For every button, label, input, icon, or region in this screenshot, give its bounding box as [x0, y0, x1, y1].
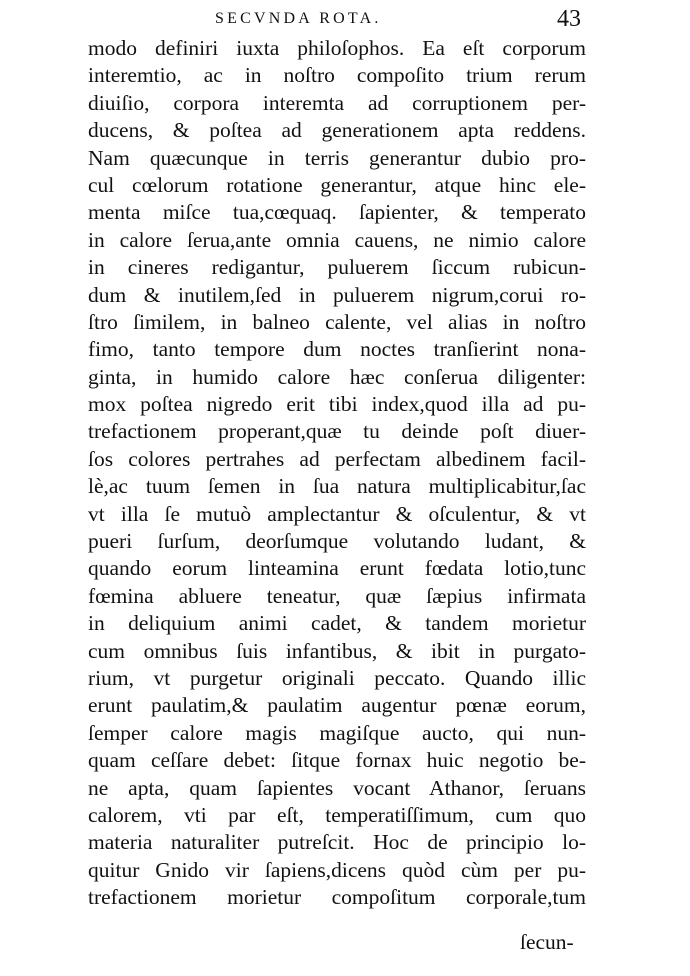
- catchword: ſecun-: [520, 930, 574, 954]
- text-line-18: vt illa ſe mutuò amplectantur & oſculentur, & vt: [88, 501, 586, 526]
- text-line-10: dum & inutilem,ſed in puluerem nigrum,corui ro-: [88, 282, 586, 307]
- text-line-24: rium, vt purgetur originali peccato. Quando illic: [88, 665, 586, 690]
- text-line-2: interemtio, ac in noſtro compoſito trium rerum: [88, 63, 586, 88]
- text-line-7: menta miſce tua,cœquaq. ſapienter, & temperato: [88, 200, 586, 225]
- text-line-20: quando eorum linteamina erunt fœdata lotio,tunc: [88, 556, 586, 581]
- text-line-5: Nam quæcunque in terris generantur dubio pro-: [88, 145, 586, 170]
- body-text: [88, 35, 586, 912]
- text-line-19: pueri ſurſum, deorſumque volutando ludant, &: [88, 529, 586, 554]
- text-line-22: in deliquium animi cadet, & tandem morietur: [88, 611, 586, 636]
- text-line-25: erunt paulatim,& paulatim augentur pœnæ eorum,: [88, 693, 586, 718]
- text-line-12: fimo, tanto tempore dum noctes tranſierint nona-: [88, 337, 586, 362]
- text-line-8: in calore ſerua,ante omnia cauens, ne nimio calore: [88, 227, 586, 252]
- text-line-23: cum omnibus ſuis infantibus, & ibit in purgato-: [88, 638, 586, 663]
- text-line-21: fœmina abluere teneatur, quæ ſæpius infirmata: [88, 583, 586, 608]
- running-head: [0, 6, 690, 36]
- text-line-1: modo definiri iuxta philoſophos. Ea eſt corporum: [88, 36, 586, 60]
- text-line-28: ne apta, quam ſapientes vocant Athanor, ſeruans: [88, 775, 586, 800]
- text-line-13: ginta, in humido calore hæc conſerua diligenter:: [88, 364, 586, 389]
- text-line-6: cul cœlorum rotatione generantur, atque hinc ele-: [88, 172, 586, 197]
- text-line-16: ſos colores pertrahes ad perfectam albedinem facil-: [88, 446, 586, 471]
- text-line-29: calorem, vti par eſt, temperatiſſimum, cum quo: [88, 802, 586, 827]
- text-line-27: quam ceſſare debet: ſitque fornax huic negotio be-: [88, 748, 586, 773]
- text-line-17: lè,ac tuum ſemen in ſua natura multiplicabitur,ſac: [88, 474, 586, 499]
- text-line-14: mox poſtea nigredo erit tibi index,quod illa ad pu-: [88, 392, 586, 417]
- running-title: SECVNDA ROTA.: [215, 10, 382, 27]
- text-line-31: quitur Gnido vir ſapiens,dicens quòd cùm per pu-: [88, 857, 586, 882]
- text-line-32: trefactionem morietur compoſitum corporale,tum: [88, 885, 586, 910]
- text-line-4: ducens, & poſtea ad generationem apta reddens.: [88, 118, 586, 143]
- text-line-30: materia naturaliter putreſcit. Hoc de principio lo-: [88, 830, 586, 855]
- page-number: 43: [557, 6, 581, 32]
- text-line-11: ſtro ſimilem, in balneo calente, vel alias in noſtro: [88, 309, 586, 334]
- text-line-15: trefactionem properant,quæ tu deinde poſt diuer-: [88, 419, 586, 444]
- text-line-9: in cineres redigantur, puluerem ſiccum rubicun-: [88, 255, 586, 280]
- text-line-3: diuiſio, corpora interemta ad corruptionem per-: [88, 90, 586, 115]
- text-line-26: ſemper calore magis magiſque aucto, qui nun-: [88, 720, 586, 745]
